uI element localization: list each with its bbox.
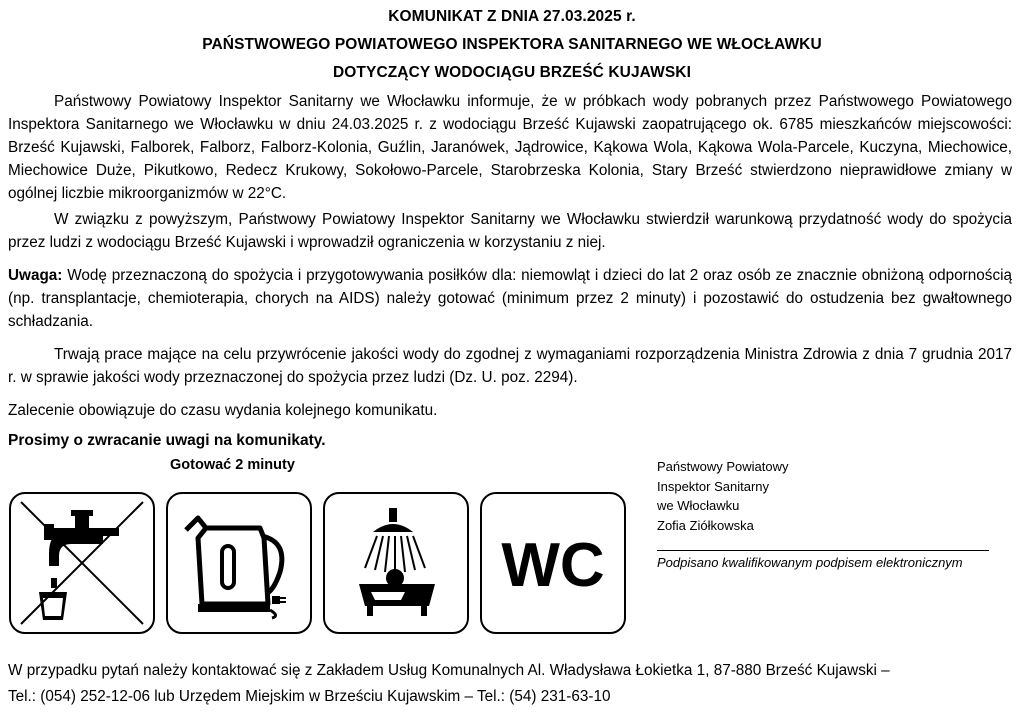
footer-contact-line-2: Tel.: (054) 252-12-06 lub Urzędem Miejskim w Brześciu Kujawskim – Tel.: (54) 231-63-10 [8,688,611,705]
warning-label: Uwaga: [8,267,63,284]
no-drinking-tap-water-icon [9,492,155,634]
footer-contact-line-1: W przypadku pytań należy kontaktować się z Zakładem Usług Komunalnych Al. Władysława Łokietka 1, 87-880 Brześć Kujawski – [8,662,890,679]
electric-kettle-icon [166,492,312,634]
signature-line-2: Inspektor Sanitarny [657,478,770,494]
shower-bath-icon [323,492,469,634]
boil-instruction-label: Gotować 2 minuty [170,457,295,473]
signature-note: Podpisano kwalifikowanym podpisem elektronicznym [657,555,963,570]
signature-name: Zofia Ziółkowska [657,517,754,533]
attention-note: Prosimy o zwracanie uwagi na komunikaty. [8,432,326,449]
paragraph-findings: Państwowy Powiatowy Inspektor Sanitarny we Włocławku informuje, że w próbkach wody pobranych przez Państwowego Powiatowego Inspektora Sanitarnego we Włocławku w dniu 24.03.2025 r. z wodociągu Brześć Kujawski zaopatrującego ok. 6785 mieszkańców miejscowości: Brześć Kujawski, Falborek, Falborz, Falborz-Kolonia, Guźlin, Jaranówek, Jądrowice, Kąkowa Wola, Kąkowa Wola-Parcele, Kuczyna, Miechowice, Miechowice Duże, Pikutkowo, Redecz Krukowy, Sokołowo-Parcele, Starobrzeska Kolonia, Stary Brześć stwierdzono nieprawidłowe zmiany w ogólnej liczbie mikroorganizmów w 22°C. [8,93,1012,202]
wc-icon-text: WC [501,531,605,600]
signature-line-1: Państwowy Powiatowy [657,459,789,474]
signature-line-3: we Włocławku [657,498,740,513]
signature-divider [657,550,989,551]
header-authority-line: PAŃSTWOWEGO POWIATOWEGO INSPEKTORA SANITARNEGO WE WŁOCŁAWKU [202,36,822,53]
header-date-line: KOMUNIKAT Z DNIA 27.03.2025 r. [388,8,636,25]
header-subject-line: DOTYCZĄCY WODOCIĄGU BRZEŚĆ KUJAWSKI [332,64,691,81]
warning-text: Wodę przeznaczoną do spożycia i przygotowywania posiłków dla: niemowląt i dzieci do lat 2 oraz osób ze znacznie obniżoną odpornością (np. transplantacje, chemioterapia, chorych na AIDS) należy gotować (minimum przez 2 minuty) i pozostawić do ostudzenia bez gwałtownego schładzania. [8,267,1012,330]
paragraph-validity: Zalecenie obowiązuje do czasu wydania kolejnego komunikatu. [8,402,438,419]
wc-icon [480,492,626,634]
paragraph-works: Trwają prace mające na celu przywrócenie jakości wody do zgodnej z wymaganiami rozporządzenia Ministra Zdrowia z dnia 7 grudnia 2017 r. w sprawie jakości wody przeznaczonej do spożycia przez ludzi (Dz. U. poz. 2294). [8,346,1012,386]
signature-block [657,457,789,535]
paragraph-restrictions: W związku z powyższym, Państwowy Powiatowy Inspektor Sanitarny we Włocławku stwierdził warunkową przydatność wody do spożycia przez ludzi z wodociągu Brześć Kujawski i wprowadził ograniczenia w korzystaniu z niej. [8,211,1012,251]
paragraph-warning [8,264,1012,333]
